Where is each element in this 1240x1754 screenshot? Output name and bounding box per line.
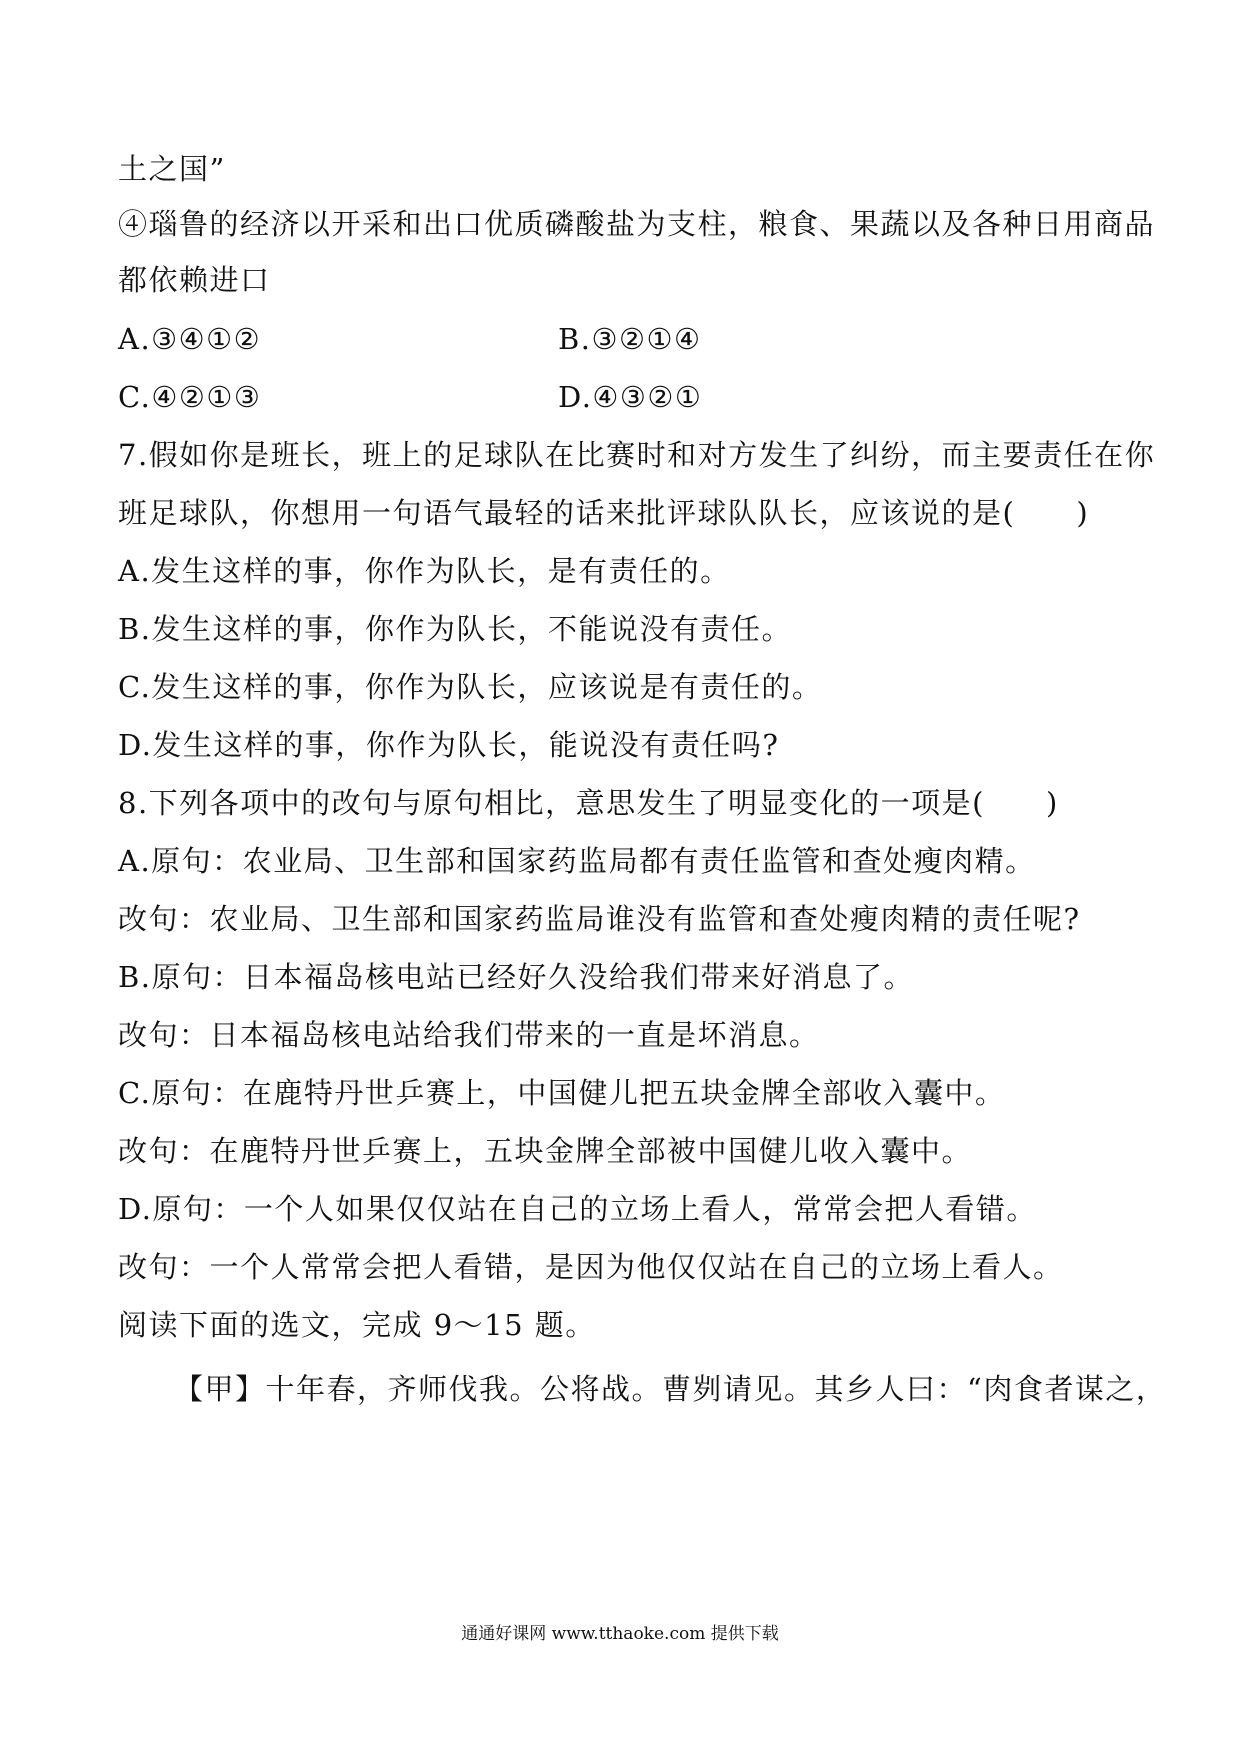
q7-option-d: D.发生这样的事，你作为队长，能说没有责任吗? xyxy=(118,728,780,762)
q6-option-a: A.③④①② xyxy=(118,322,262,356)
q7-option-a: A.发生这样的事，你作为队长，是有责任的。 xyxy=(118,554,731,588)
q7-option-c: C.发生这样的事，你作为队长，应该说是有责任的。 xyxy=(118,670,823,704)
q8-option-d-original: D.原句：一个人如果仅仅站在自己的立场上看人，常常会把人看错。 xyxy=(118,1192,1037,1226)
q8-option-a-original: A.原句：农业局、卫生部和国家药监局都有责任监管和查处瘦肉精。 xyxy=(118,844,1036,878)
q6-option-d: D.④③②① xyxy=(558,380,703,414)
text-line: ④瑙鲁的经济以开采和出口优质磷酸盐为支柱，粮食、果蔬以及各种日用商品 xyxy=(118,207,1156,241)
q6-option-c: C.④②①③ xyxy=(118,380,262,414)
q7-option-b: B.发生这样的事，你作为队长，不能说没有责任。 xyxy=(118,612,793,646)
q8-stem: 8.下列各项中的改句与原句相比，意思发生了明显变化的一项是( ) xyxy=(118,786,1059,820)
q8-option-c-original: C.原句：在鹿特丹世乒赛上，中国健儿把五块金牌全部收入囊中。 xyxy=(118,1076,1006,1110)
q6-option-b: B.③②①④ xyxy=(558,322,702,356)
reading-intro: 阅读下面的选文，完成 9～15 题。 xyxy=(118,1308,596,1342)
q8-option-d-revised: 改句：一个人常常会把人看错，是因为他仅仅站在自己的立场上看人。 xyxy=(118,1250,1064,1284)
q8-option-b-revised: 改句：日本福岛核电站给我们带来的一直是坏消息。 xyxy=(118,1018,820,1052)
q8-option-a-revised: 改句：农业局、卫生部和国家药监局谁没有监管和查处瘦肉精的责任呢? xyxy=(118,902,1081,936)
page-footer: 通通好课网 www.tthaoke.com 提供下载 xyxy=(461,1624,779,1644)
text-line: 都依赖进口 xyxy=(118,263,271,297)
passage-paragraph: 【甲】十年春，齐师伐我。公将战。曹刿请见。其乡人曰：“肉食者谋之， xyxy=(174,1372,1167,1406)
q8-option-c-revised: 改句：在鹿特丹世乒赛上，五块金牌全部被中国健儿收入囊中。 xyxy=(118,1134,973,1168)
text-line: 土之国” xyxy=(118,152,226,186)
q7-stem: 7.假如你是班长，班上的足球队在比赛时和对方发生了纠纷，而主要责任在你 xyxy=(118,438,1156,472)
q7-stem: 班足球队，你想用一句语气最轻的话来批评球队队长，应该说的是( ) xyxy=(118,496,1090,530)
q8-option-b-original: B.原句：日本福岛核电站已经好久没给我们带来好消息了。 xyxy=(118,960,915,994)
